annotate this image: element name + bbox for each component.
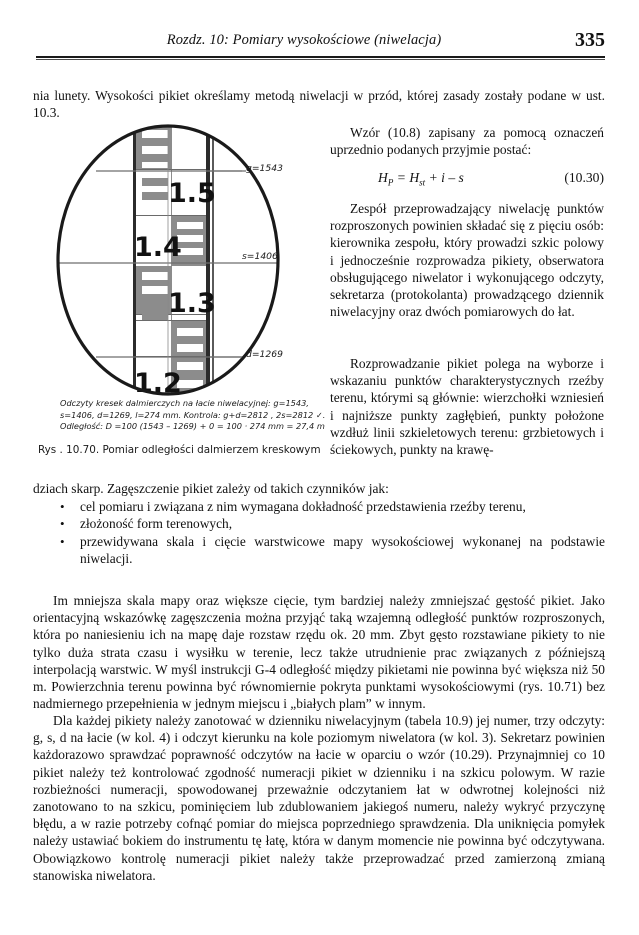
- right-column-intro: Wzór (10.8) zapisany za pomocą oznaczeń uprzednio podanych przyjmie postać:: [330, 125, 604, 158]
- right-column-paragraph-2: Zespół przeprowadzający niwelację punktów rozproszonych powinien składać się z pięciu osób: kierownika zespołu, który prowadzi szkic polowy i jednocześnie rozprowadza pikiety, obserwatora obsługującego niwelator i wykonującego odczyty, sekretarza (protokolanta) prowadzącego dziennik niwelacyjny oraz dwóch pomiarowych do łat.: [330, 201, 604, 320]
- figure-number-caption: Rys . 10.70. Pomiar odległości dalmierzem kreskowym: [38, 444, 321, 456]
- staff-numeral-1-4: 1.4: [134, 232, 182, 263]
- list-item: [33, 515, 605, 532]
- right-column-paragraph-3: Rozprowadzanie pikiet polega na wyborze i wskazaniu punktów charakterystycznych rzeźby terenu, którymi są głównie: wierzchołki wzniesień i najniższe punkty zagłębień, punkty położone wzdłuż linii szkieletowych terenu: grzbietowych i ściekowych, punkty na krawę-: [330, 356, 604, 458]
- figure-caption-line-2: s=1406, d=1269, l=274 mm. Kontrola: g+d=2812 , 2s=2812 ✓.: [60, 409, 326, 420]
- running-head: [34, 29, 605, 62]
- reading-label-g: g=1543: [246, 163, 283, 174]
- lead-paragraph: nia lunety. Wysokości pikiet określamy metodą niwelacji w przód, której zasady zostały podane w ust. 10.3.: [33, 88, 605, 121]
- page-number: 335: [575, 29, 605, 51]
- equation-lhs: H: [378, 170, 388, 185]
- equation-lhs-sub: P: [387, 177, 394, 188]
- criteria-list: [33, 498, 605, 568]
- figure-caption-line-1: Odczyty kresek dalmierczych na łacie niwelacyjnej: g=1543,: [60, 398, 309, 408]
- bullet-icon: •: [60, 516, 65, 532]
- figure-computation-caption: [60, 398, 326, 433]
- equation-rhs-first-sub: st: [419, 177, 426, 188]
- equation-relation: =: [396, 170, 406, 185]
- equation-rhs-rest: + i – s: [428, 170, 464, 185]
- paragraph-resume: dziach skarp. Zagęszczenie pikiet zależy od takich czynników jak:: [33, 481, 389, 496]
- list-item-label: przewidywana skala i cięcie warstwicowe mapy wysokościowej wykonanej na podstawie niwelacji.: [80, 533, 605, 567]
- list-item: [33, 533, 605, 568]
- paragraph-4: Im mniejsza skala mapy oraz większe cięcie, tym bardziej należy zmniejszać gęstość pikiet. Jako orientacyjną wskazówkę zagęszczenia można przyjąć taką wzajemną odległość punktów rozproszonych, która po naniesieniu ich na mapę daje rozstaw rzędu ok. 20 mm. Zbyt gęsto rozstawiane pikiety to nie tylko duża strata czasu i wysiłku w terenie, lecz także utrudnienie prac związanych z późniejszą interpolacją warstwic. W myśl instrukcji G-4 odległość między pikietami nie powinna być większa niż 50 m. Powierzchnia terenu powinna być równomiernie pokryta punktami wysokościowymi (rys. 10.71) bez nadmiernego przepełnienia w jednym miejscu i „białych plam” w innym.: [33, 593, 605, 712]
- equation-10-30: [330, 170, 604, 190]
- staff-numeral-1-2: 1.2: [134, 368, 182, 396]
- figure-10-70: [33, 124, 326, 472]
- telescope-view: [56, 124, 283, 396]
- header-rule: [36, 56, 605, 58]
- reading-label-d: d=1269: [246, 349, 283, 360]
- equation-rhs-first: H: [409, 170, 420, 185]
- figure-caption-line-3: Odległość: D =100 (1543 – 1269) + 0 = 100 · 274 mm = 27,4 m: [60, 421, 325, 432]
- running-head-title: Rozdz. 10: Pomiary wysokościowe (niwelacja): [166, 32, 442, 48]
- list-item-label: cel pomiaru i związana z nim wymagana dokładność przedstawienia rzeźby terenu,: [80, 499, 526, 514]
- reading-label-s: s=1406: [242, 251, 278, 262]
- list-item: [33, 498, 605, 515]
- equation-body: [378, 170, 464, 188]
- list-item-label: złożoność form terenowych,: [80, 516, 233, 532]
- bullet-icon: •: [60, 499, 65, 514]
- paragraph-5: Dla każdej pikiety należy zanotować w dzienniku niwelacyjnym (tabela 10.9) jej numer, trzy odczyty: g, s, d na łacie (w kol. 4) i odczyt kierunku na kole poziomym niwelatora (w kol. 3). Sekretarz powinien każdorazowo sprawdzać poprawność odczytów na łacie w oparciu o wzór (10.29). Przynajmniej co 10 pikiet należy też kontrolować zgodność numeracji pikiet w dzienniku i na szkicu polowym. W razie rozbieżności numeracji, spowodowanej przeważnie odczytaniem łat w odwrotnej kolejności niż zanotowano to na szkicu, pominięciem lub zdublowaniem jakiegoś numeru, należy wykryć przyczynę błędu, a w razie potrzeby cofnąć pomiar do miejsca poprzedniego sprawdzenia. Dla uniknięcia pomyłek należy ustawiać bokiem do instrumentu tę łatę, która w danym momencie nie powinna być odczytywana. Obowiązkowo kontrolę numeracji pikiet należy także przeprowadzać przed zamierzoną zmianą stanowiska niwelatora.: [33, 713, 605, 883]
- staff-numeral-1-3: 1.3: [168, 288, 216, 319]
- staff-numeral-1-5: 1.5: [168, 178, 216, 209]
- header-rule-thin: [36, 59, 605, 60]
- equation-number: (10.30): [564, 170, 604, 185]
- bullet-icon: •: [60, 533, 65, 549]
